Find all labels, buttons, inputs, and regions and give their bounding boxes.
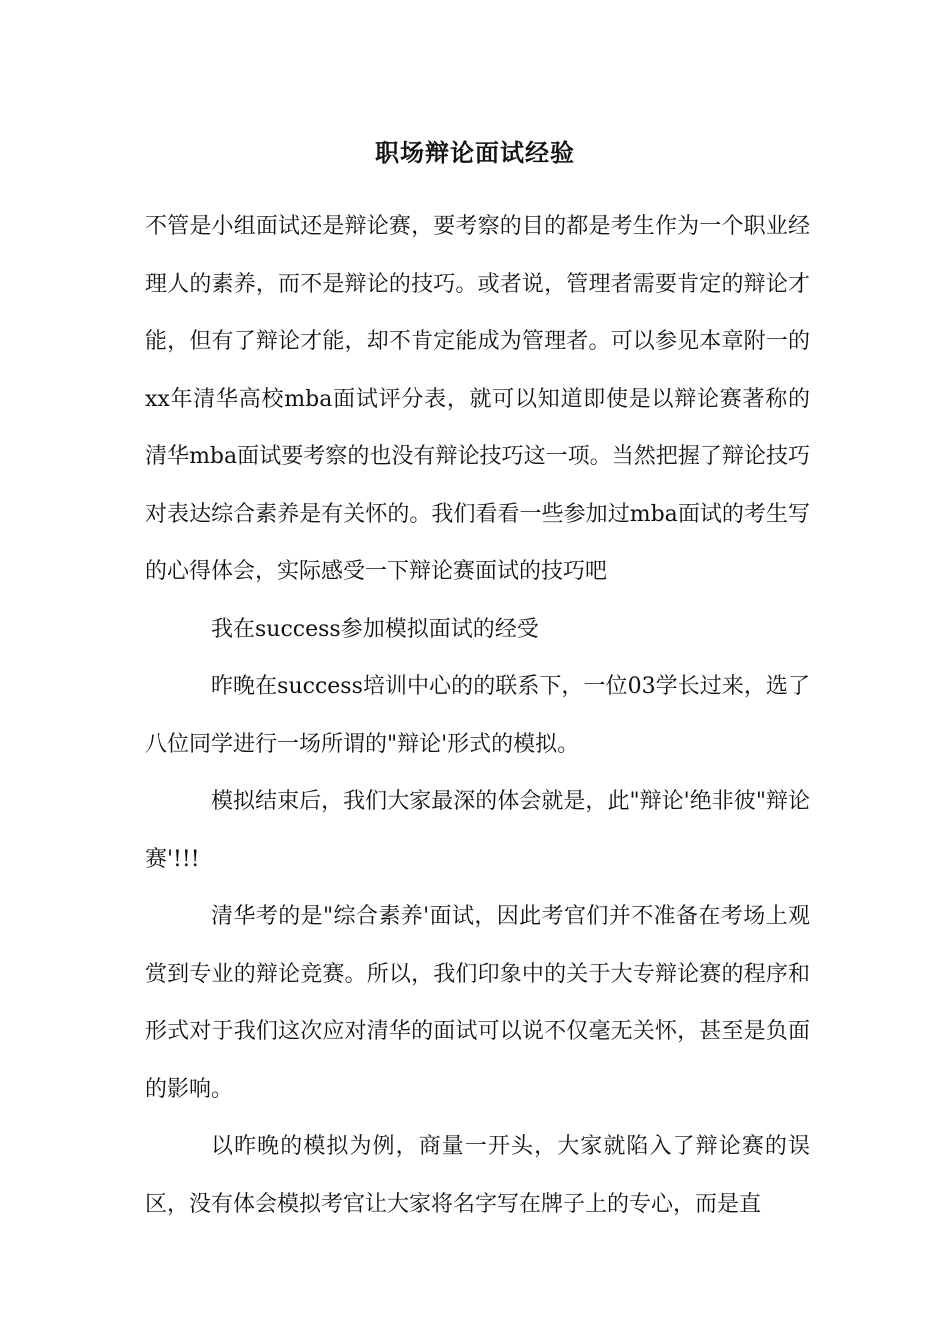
paragraph-heading: 我在success参加模拟面试的经受 bbox=[211, 616, 539, 642]
paragraph-after-simulation: 模拟结束后，我们大家最深的体会就是，此"辩论'绝非彼"辩论赛'!!! bbox=[145, 789, 810, 872]
paragraph-example: 以昨晚的模拟为例，商量一开头，大家就陷入了辩论赛的误区，没有体会模拟考官让大家将名字写在牌子上的专心，而是直 bbox=[145, 1134, 810, 1217]
document-body bbox=[145, 198, 810, 1233]
document-title: 职场辩论面试经验 bbox=[375, 139, 575, 167]
paragraph-intro: 不管是小组面试还是辩论赛，要考察的目的都是考生作为一个职业经理人的素养，而不是辩论的技巧。或者说，管理者需要肯定的辩论才能，但有了辩论才能，却不肯定能成为管理者。可以参见本章附一的xx年清华高校mba面试评分表，就可以知道即使是以辩论赛著称的清华mba面试要考察的也没有辩论技巧这一项。当然把握了辩论技巧对表达综合素养是有关怀的。我们看看一些参加过mba面试的考生写的心得体会，实际感受一下辩论赛面试的技巧吧 bbox=[145, 214, 810, 584]
paragraph-tsinghua: 清华考的是"综合素养'面试，因此考官们并不准备在考场上观赏到专业的辩论竞赛。所以，我们印象中的关于大专辩论赛的程序和形式对于我们这次应对清华的面试可以说不仅毫无关怀，甚至是负面的影响。 bbox=[145, 904, 810, 1102]
paragraph-last-night: 昨晚在success培训中心的的联系下，一位03学长过来，选了八位同学进行一场所谓的"辩论'形式的模拟。 bbox=[145, 674, 810, 757]
